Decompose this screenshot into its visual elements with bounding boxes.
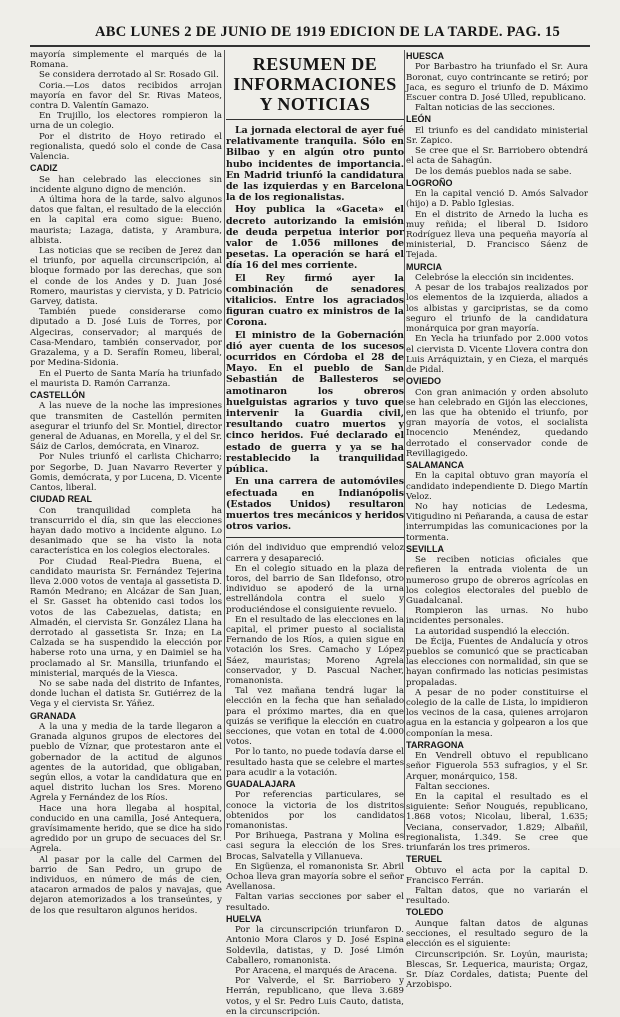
paragraph: Por Valverde, el Sr. Barriobero y Herrán, republicano, que lleva 3.689 votos, y el Sr. Pedro Luis Cauto, datista, en la circunscripción. — [226, 976, 404, 1017]
paragraph: Faltan noticias de las secciones. — [415, 103, 555, 114]
paragraph: Por Barbastro ha triunfado el Sr. Aura Boronat, cuyo contrincante se retiró; por Jaca, es seguro el triunfo de D. Máximo Escuer contra D. José Ulled, republicano. — [406, 62, 588, 104]
paragraph: Hace una hora llegaba al hospital, conducido en una camilla, José Antequera, gravísimamente herido, que se dice ha sido agredido por un grupo de secuaces del Sr. Agrela. — [30, 803, 222, 855]
paragraph: Coria.—Los datos recibidos arrojan mayoría en favor del Sr. Rivas Mateos, contra D. Valentín Gamazo. — [30, 80, 222, 112]
section-heading-murcia: MURCIA — [406, 261, 442, 272]
lead-paragraph: La jornada electoral de ayer fué relativamente tranquila. Sólo en Bilbao y en algún otro punto hubo incidentes de importancia. En Madrid triunfó la candidatura de las izquierdas y en Barcelona la de los regionalistas. — [226, 125, 404, 204]
column-3 — [406, 50, 588, 991]
summary-title: RESUMEN DE INFORMACIONES Y NOTICIAS — [233, 54, 397, 114]
paragraph: Por lo tanto, no puede todavía darse el resultado hasta que se celebre el martes para acudir a la votación. — [226, 747, 404, 778]
column-divider — [404, 50, 405, 840]
section-heading-salamanca: SALAMANCA — [406, 459, 464, 470]
paragraph: No se sabe nada del distrito de Infantes, donde luchan el datista Sr. Gutiérrez de la Vega y el ciervista Sr. Yáñez. — [30, 679, 222, 710]
section-heading-sevilla: SEVILLA — [406, 543, 445, 554]
lead-paragraph: En una carrera de automóviles efectuada en Indianópolis (Estados Unidos) resultaron muertos tres mecánicos y heridos otros varios. — [226, 476, 404, 533]
section-heading-toledo: TOLEDO — [406, 907, 444, 918]
paragraph: En el resultado de las elecciones en la capital, el primer puesto al socialista Fernando de los Ríos, a quien sigue en votación los Sres. Camacho y López Sáez, mauristas; Moreno Agrela conservador, y D. Pascual Nacher, romanonista. — [226, 614, 404, 686]
column-1 — [30, 50, 222, 916]
section-heading-guadalajara: GUADALAJARA — [226, 778, 296, 789]
section-heading-ciudad-real: CIUDAD REAL — [30, 494, 92, 505]
section-heading-teruel: TERUEL — [406, 854, 442, 865]
paragraph: Se han celebrado las elecciones sin incidente alguno digno de mención. — [30, 174, 222, 195]
lead-paragraph: El ministro de la Gobernación dió ayer cuenta de los sucesos ocurridos en Córdoba el 28 de Mayo. En el pueblo de San Sebastián de Ballesteros se amotinaron los obreros huelguistas agrarios y tuvo que intervenir la Guardia civil, resultando cuatro muertos y cinco heridos. Fué declarado el estado de guerra y ya se ha restablecido la tranquilidad pública. — [226, 329, 404, 476]
paragraph: En el colegio situado en la plaza de toros, del barrio de San Ildefonso, otro individuo se apoderó de la urna estrellándola contra el suelo y produciéndose el consiguiente revuelo. — [226, 563, 404, 615]
paragraph: Por la circunscripción triunfaron D. Antonio Mora Claros y D. José Espina Soldevila, datistas, y D. José Limón Caballero, romanonista. — [226, 925, 404, 966]
paragraph: Faltan secciones. — [415, 781, 490, 792]
column-2 — [226, 50, 404, 1017]
section-heading-huelva: HUELVA — [226, 913, 262, 924]
paragraph: En la capital obtuvo gran mayoría el candidato independiente D. Diego Martín Veloz. — [406, 471, 588, 502]
paragraph: De los demás pueblos nada se sabe. — [415, 166, 572, 177]
lead-paragraph: El Rey firmó ayer la combinación de senadores vitalicios. Entre los agraciados figuran cuatro ex ministros de la Corona. — [226, 272, 404, 329]
paragraph: También puede considerarse como diputado a D. José Luis de Torres, por Algeciras, conservador; al marqués de Casa-Mendaro, también conservador, por Grazalema, y a D. Serafín Romeu, liberal, por Medina-Sidonia. — [30, 307, 222, 369]
paragraph: De Écija, Fuentes de Andalucía y otros pueblos se comunicó que se practicaban las elecciones con normalidad, sin que se hayan confirmado las noticias pesimistas propaladas. — [406, 636, 588, 688]
column-divider — [224, 50, 225, 840]
paragraph: Se cree que el Sr. Barriobero obtendrá el acta de Sahagún. — [406, 146, 588, 167]
rule — [226, 119, 404, 120]
paragraph: Se reciben noticias oficiales que refieren la entrada violenta de un numeroso grupo de obreros agrícolas en los colegios electorales del pueblo de Guadalcanal. — [406, 555, 588, 606]
paragraph: Circunscripción. Sr. Loyún, maurista; Blescas, Sr. Lequerica, maurista; Orgaz, Sr. Díaz Cordales, datista; Puente del Arzobispo. — [406, 949, 588, 991]
section-heading-oviedo: OVIEDO — [406, 376, 442, 387]
paragraph: Por el distrito de Hoyo retirado el regionalista, quedó solo el conde de Casa Valencia. — [30, 131, 222, 163]
paragraph: A pesar de no poder constituirse el colegio de la calle de Lista, lo impidieron los vecinos de la casa, quienes arrojaron agua en la estancia y golpearon a los que componían la mesa. — [406, 687, 588, 739]
paragraph: En el Puerto de Santa María ha triunfado el maurista D. Ramón Carranza. — [30, 368, 222, 389]
paragraph: Aunque faltan datos de algunas secciones, el resultado seguro de la elección es el siguiente: — [406, 918, 588, 950]
paragraph: Por referencias particulares, se conoce la victoria de los distritos obtenidos por los candidatos romanonistas. — [226, 790, 404, 831]
header-rule — [30, 45, 590, 47]
paragraph: Al pasar por la calle del Carmen del barrio de San Pedro, un grupo de individuos, en número de más de cien, atacaron armados de palos y navajas, que dejaron atemorizados a los transeúntes, y de los que resultaron algunos heridos. — [30, 854, 222, 916]
section-heading-granada: GRANADA — [30, 710, 76, 721]
paragraph: Por Ciudad Real-Piedra Buena, el candidato maurista Sr. Fernández Tejerina lleva 2.000 votos de ventaja al gassetista D. Ramón Medrano; en Alcázar de San Juan, el Sr. Gasset ha obtenido casi todos los votos de las Cabezuelas, datista; en Almadén, el ciervista Sr. González Llana ha derrotado al gassetista Sr. Inza; en La Calzada se ha suspendido la elección por haberse roto una urna, y en Daimiel se ha proclamado al Sr. Mansilla, triunfando el ministerial, marqués de la Viesca. — [30, 556, 222, 679]
paragraph: En el distrito de Arnedo la lucha es muy reñida; el liberal D. Isidoro Rodríguez lleva una pequeña mayoría al ministerial, D. Francisco Sáenz de Tejada. — [406, 209, 588, 261]
paragraph: Las noticias que se reciben de Jerez dan el triunfo, por aquella circunscripción, al bloque formado por las derechas, que son el conde de los Andes y D. Juan José Romero, mauristas y ciervista, y D. Patricio Garvey, datista. — [30, 246, 222, 308]
section-heading-tarragona: TARRAGONA — [406, 739, 464, 750]
paragraph: Por Aracena, el marqués de Aracena. — [235, 966, 398, 977]
section-heading-cadiz: CADIZ — [30, 163, 58, 174]
paragraph: Con tranquilidad completa ha transcurrido el día, sin que las elecciones hayan dado motivo a incidente alguno. Lo desanimado que se ha visto la nota característica en los colegios electorales. — [30, 505, 222, 557]
paragraph: El triunfo es del candidato ministerial Sr. Zapico. — [406, 125, 588, 147]
paragraph: mayoría simplemente el marqués de la Romana. — [30, 50, 222, 71]
paragraph: A las nueve de la noche las impresiones que transmiten de Castellón permiten asegurar el triunfo del Sr. Montiel, director general de Aduanas, en Morella, y el del Sr. Sáiz de Carlos, demócrata, en Vinaroz. — [30, 401, 222, 453]
paragraph: ción del individuo que emprendió veloz carrera y desapareció. — [226, 543, 404, 564]
paragraph: Por Brihuega, Pastrana y Molina es casi segura la elección de los Sres. Brocas, Salvatella y Villanueva. — [226, 831, 404, 862]
paragraph: Faltan datos, que no variarán el resultado. — [406, 886, 588, 907]
section-heading-castellon: CASTELLÓN — [30, 389, 85, 400]
paragraph: En Vendrell obtuvo el republicano señor Figuerola 553 sufragios, y el Sr. Arquer, monárquico, 158. — [406, 751, 588, 782]
paragraph: Rompieron las urnas. No hubo incidentes personales. — [406, 606, 588, 627]
paragraph: En Trujillo, los electores rompieron la urna de un colegio. — [30, 111, 222, 132]
section-heading-leon: LEÓN — [406, 114, 432, 125]
paragraph: Con gran animación y orden absoluto se han celebrado en Gijón las elecciones, en las que ha obtenido el triunfo, por gran mayoría de votos, el socialista Inocencio Menéndez, quedando derrotado el conservador conde de Revillagigedo. — [406, 387, 588, 459]
section-heading-huesca: HUESCA — [406, 51, 445, 61]
paragraph: Celebróse la elección sin incidentes. — [415, 273, 574, 284]
paragraph: En Sigüenza, el romanonista Sr. Abril Ochoa lleva gran mayoría sobre el señor Avellanosa. — [226, 861, 404, 893]
paragraph: Se considera derrotado al Sr. Rosado Gil. — [39, 70, 219, 81]
paragraph: En la capital el resultado es el siguiente: Señor Nougués, republicano, 1.868 votos; Nicolau, liberal, 1.635; Veciana, conservador, 1.829; Albañil, regionalista, 1.349. Se cree que triunfarán los tres primeros. — [406, 792, 588, 854]
rule — [226, 537, 404, 538]
paragraph: La autoridad suspendió la elección. — [415, 626, 570, 637]
paragraph: Por Nules triunfó el carlista Chicharro; por Segorbe, D. Juan Navarro Reverter y Gomis, demócrata, y por Lucena, D. Vicente Cantos, liberal. — [30, 452, 222, 493]
paragraph: En Yecla ha triunfado por 2.000 votos el ciervista D. Vicente Llovera contra don Luis Arráquiztain, y en Cieza, el marqués de Pidal. — [406, 334, 588, 375]
section-heading-logrono: LOGROÑO — [406, 177, 453, 188]
paragraph: A pesar de los trabajos realizados por los elementos de la izquierda, aliados a los albistas y garcipristas, se da como seguro el triunfo de la candidatura monárquica por gran mayoría. — [406, 283, 588, 335]
lead-paragraph: Hoy publica la «Gaceta» el decreto autorizando la emisión de deuda perpetua interior por valor de 1.056 millones de pesetas. La operación se hará el día 16 del mes corriente. — [226, 204, 404, 272]
paragraph: No hay noticias de Ledesma, Vitigudino ni Peñaranda, a causa de estar interrumpidas las comunicaciones por la tormenta. — [406, 501, 588, 543]
page-header: ABC LUNES 2 DE JUNIO DE 1919 EDICION DE LA TARDE. PAG. 15 — [95, 24, 561, 40]
paragraph: Faltan varias secciones por saber el resultado. — [226, 892, 404, 913]
paragraph: A última hora de la tarde, salvo algunos datos que faltan, el resultado de la elección en la capital era como sigue: Bueno, maurista; Lazaga, datista, y Arambura, albista. — [30, 195, 222, 246]
paragraph: En la capital venció D. Amós Salvador (hijo) a D. Pablo Iglesias. — [406, 189, 588, 210]
paragraph: Obtuvo el acta por la capital D. Francisco Ferrán. — [406, 865, 588, 886]
paragraph: Tal vez mañana tendrá lugar la elección en la fecha que han señalado para el próximo martes, dia en que quizás se verifique la elección en cuatro secciones, que votan en total de 4.000 votos. — [226, 686, 404, 748]
paragraph: A la una y media de la tarde llegaron a Granada algunos grupos de electores del pueblo de Víznar, que protestaron ante el gobernador de la actitud de algunos agentes de la autoridad, que obligaban, según ellos, a votar la candidatura que en aquel distrito luchan los Sres. Moreno Agrela y Fernández de los Ríos. — [30, 722, 222, 804]
